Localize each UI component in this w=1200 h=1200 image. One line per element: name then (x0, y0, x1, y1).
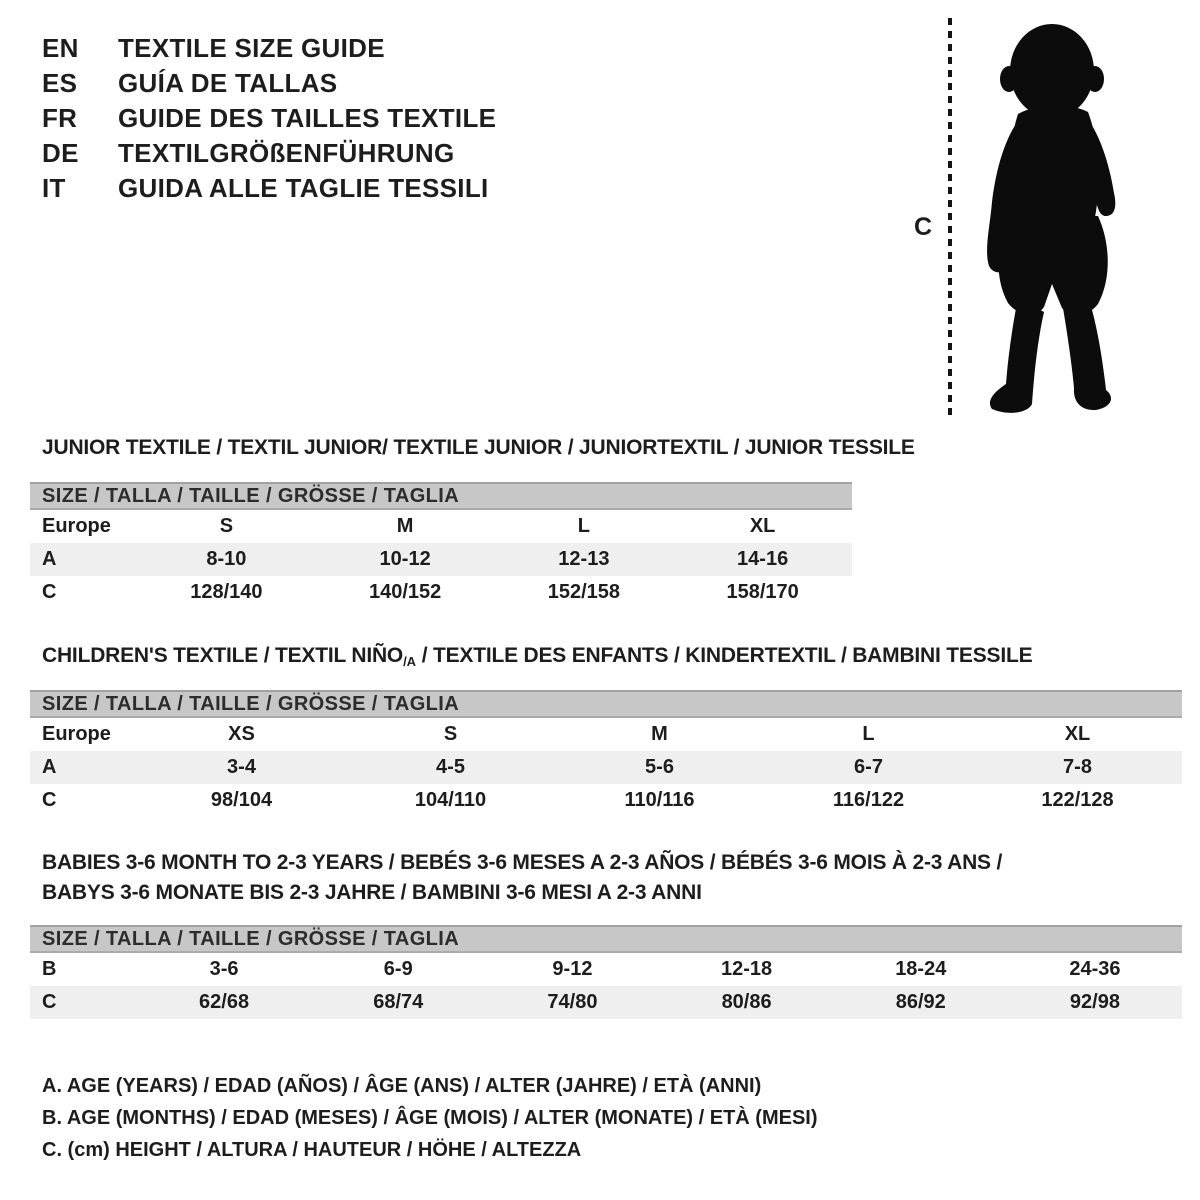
lang-code: ES (42, 68, 78, 98)
children-size-table (30, 690, 1182, 817)
height-cell: 104/110 (414, 789, 487, 811)
size-header-bar: SIZE / TALLA / TAILLE / GRÖSSE / TAGLIA (30, 482, 852, 510)
age-cell: 12-13 (558, 548, 610, 570)
legend-line-b: B. AGE (MONTHS) / EDAD (MESES) / ÂGE (MOIS) / ALTER (MONATE) / ETÀ (MESI) (42, 1107, 818, 1129)
guide-title-de: TEXTILGRÖßENFÜHRUNG (118, 138, 455, 168)
table-row (30, 784, 1182, 817)
age-months-cell: 24-36 (1069, 958, 1121, 980)
children-table-title (42, 644, 1032, 669)
row-label: C (42, 991, 57, 1013)
height-label-c: C (914, 213, 933, 241)
table-row (30, 543, 852, 576)
height-cell: 110/116 (624, 789, 695, 811)
height-cell: 158/170 (726, 581, 799, 603)
size-cell: XS (228, 723, 255, 745)
age-months-cell: 3-6 (209, 958, 239, 980)
lang-row-it (42, 171, 496, 206)
height-cell: 140/152 (368, 581, 442, 603)
height-cell: 80/86 (721, 991, 772, 1013)
height-cell: 74/80 (547, 991, 598, 1013)
height-cell: 68/74 (373, 991, 424, 1013)
lang-code: FR (42, 103, 78, 133)
babies-table-title (42, 848, 1002, 908)
legend-line-a: A. AGE (YEARS) / EDAD (AÑOS) / ÂGE (ANS) / ALTER (JAHRE) / ETÀ (ANNI) (42, 1075, 762, 1097)
size-header-bar: SIZE / TALLA / TAILLE / GRÖSSE / TAGLIA (30, 690, 1182, 718)
row-label: Europe (42, 723, 111, 745)
age-months-cell: 9-12 (552, 958, 593, 980)
height-cell: 116/122 (832, 789, 905, 811)
guide-title-fr: GUIDE DES TAILLES TEXTILE (118, 103, 497, 133)
toddler-silhouette-icon (966, 16, 1138, 420)
size-cell: XL (1064, 723, 1091, 745)
table-row (30, 576, 852, 609)
table-row (30, 718, 1182, 751)
row-label: B (42, 958, 57, 980)
size-header-bar: SIZE / TALLA / TAILLE / GRÖSSE / TAGLIA (30, 925, 1182, 953)
height-cell: 86/92 (895, 991, 946, 1013)
guide-title-it: GUIDA ALLE TAGLIE TESSILI (118, 173, 489, 203)
lang-row-es (42, 66, 496, 101)
babies-title-line-1: BABIES 3-6 MONTH TO 2-3 YEARS / BEBÉS 3-6 MESES A 2-3 AÑOS / BÉBÉS 3-6 MOIS À 2-3 ANS / (42, 851, 1003, 874)
age-cell: 4-5 (436, 756, 465, 778)
size-cell: XL (749, 515, 776, 537)
height-cell: 62/68 (199, 991, 250, 1013)
age-months-cell: 12-18 (721, 958, 773, 980)
junior-size-table (30, 482, 852, 609)
age-cell: 7-8 (1063, 756, 1092, 778)
height-cell: 98/104 (210, 789, 273, 811)
height-cell: 122/128 (1041, 789, 1114, 811)
language-title-list (42, 31, 496, 206)
age-cell: 8-10 (206, 548, 247, 570)
size-cell: S (219, 515, 234, 537)
babies-title-line-2: BABYS 3-6 MONATE BIS 2-3 JAHRE / BAMBINI 3-6 MESI A 2-3 ANNI (42, 881, 702, 904)
height-cell: 92/98 (1069, 991, 1120, 1013)
size-cell: M (396, 515, 414, 537)
age-cell: 14-16 (737, 548, 789, 570)
lang-code: IT (42, 173, 66, 203)
height-measure-dashed-line (948, 18, 952, 418)
age-cell: 5-6 (645, 756, 674, 778)
row-label: A (42, 756, 57, 778)
size-cell: L (577, 515, 590, 537)
children-title-sub: /A (403, 654, 417, 669)
size-cell: L (862, 723, 875, 745)
lang-code: EN (42, 33, 79, 63)
legend-line-c: C. (cm) HEIGHT / ALTURA / HAUTEUR / HÖHE / ALTEZZA (42, 1139, 582, 1161)
guide-title-en: TEXTILE SIZE GUIDE (118, 33, 385, 63)
lang-row-de (42, 136, 496, 171)
height-cell: 128/140 (190, 581, 263, 603)
lang-code: DE (42, 138, 79, 168)
age-cell: 10-12 (379, 548, 431, 570)
size-cell: M (651, 723, 668, 745)
age-cell: 6-7 (854, 756, 883, 778)
children-title-post: / TEXTILE DES ENFANTS / KINDERTEXTIL / BAMBINI TESSILE (416, 644, 1033, 667)
lang-row-en (42, 31, 496, 66)
measurement-legend (42, 1070, 818, 1166)
junior-table-title: JUNIOR TEXTILE / TEXTIL JUNIOR/ TEXTILE JUNIOR / JUNIORTEXTIL / JUNIOR TESSILE (42, 436, 915, 459)
table-row (30, 986, 1182, 1019)
guide-title-es: GUÍA DE TALLAS (118, 68, 338, 98)
row-label: C (42, 789, 57, 811)
table-row (30, 953, 1182, 986)
row-label: C (42, 581, 57, 603)
babies-size-table (30, 925, 1182, 1019)
row-label: A (42, 548, 57, 570)
lang-row-fr (42, 101, 496, 136)
children-title-pre: CHILDREN'S TEXTILE / TEXTIL NIÑO (42, 644, 404, 667)
table-row (30, 751, 1182, 784)
age-cell: 3-4 (227, 756, 256, 778)
size-cell: S (443, 723, 458, 745)
row-label: Europe (42, 515, 111, 537)
age-months-cell: 18-24 (895, 958, 947, 980)
age-months-cell: 6-9 (383, 958, 413, 980)
table-row (30, 510, 852, 543)
height-cell: 152/158 (547, 581, 621, 603)
